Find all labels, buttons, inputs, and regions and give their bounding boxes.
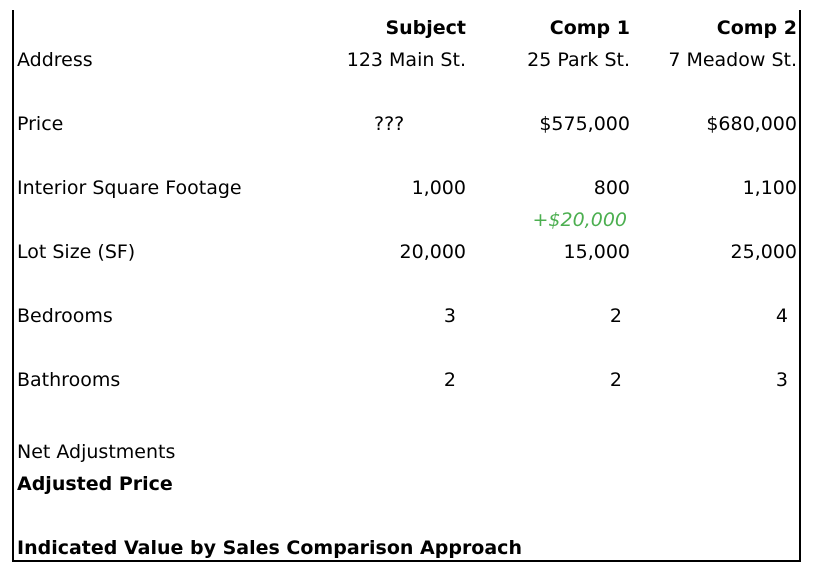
cell-comp1-lot-size: 15,000 xyxy=(563,241,630,263)
header-comp2: Comp 2 xyxy=(716,17,797,39)
row-label-bathrooms: Bathrooms xyxy=(17,369,121,391)
comp1-interior-adjustment: +$20,000 xyxy=(532,209,627,231)
cell-subject-lot-size: 20,000 xyxy=(399,241,466,263)
row-label-bedrooms: Bedrooms xyxy=(17,305,113,327)
cell-comp1-bedrooms: 2 xyxy=(609,305,622,327)
header-comp1: Comp 1 xyxy=(549,17,630,39)
row-label-lot-size: Lot Size (SF) xyxy=(17,241,136,263)
cell-subject-bathrooms: 2 xyxy=(443,369,456,391)
cell-comp2-bedrooms: 4 xyxy=(775,305,788,327)
row-label-indicated-value: Indicated Value by Sales Comparison Approach xyxy=(17,537,522,559)
cell-comp2-interior-sqft: 1,100 xyxy=(742,177,797,199)
cell-comp1-price: $575,000 xyxy=(539,113,630,135)
cell-comp1-interior-sqft: 800 xyxy=(593,177,630,199)
cell-subject-price: ??? xyxy=(374,113,405,135)
cell-comp2-address: 7 Meadow St. xyxy=(668,49,797,71)
cell-subject-address: 123 Main St. xyxy=(346,49,466,71)
cell-subject-bedrooms: 3 xyxy=(443,305,456,327)
cell-comp1-bathrooms: 2 xyxy=(609,369,622,391)
row-label-price: Price xyxy=(17,113,64,135)
row-label-net-adjustments: Net Adjustments xyxy=(17,441,176,463)
cell-comp2-lot-size: 25,000 xyxy=(730,241,797,263)
cell-comp1-address: 25 Park St. xyxy=(527,49,630,71)
row-label-address: Address xyxy=(17,49,93,71)
cell-comp2-price: $680,000 xyxy=(706,113,797,135)
cell-subject-interior-sqft: 1,000 xyxy=(411,177,466,199)
header-subject: Subject xyxy=(385,17,466,39)
row-label-adjusted-price: Adjusted Price xyxy=(17,473,173,495)
cell-comp2-bathrooms: 3 xyxy=(775,369,788,391)
row-label-interior-sqft: Interior Square Footage xyxy=(17,177,242,199)
